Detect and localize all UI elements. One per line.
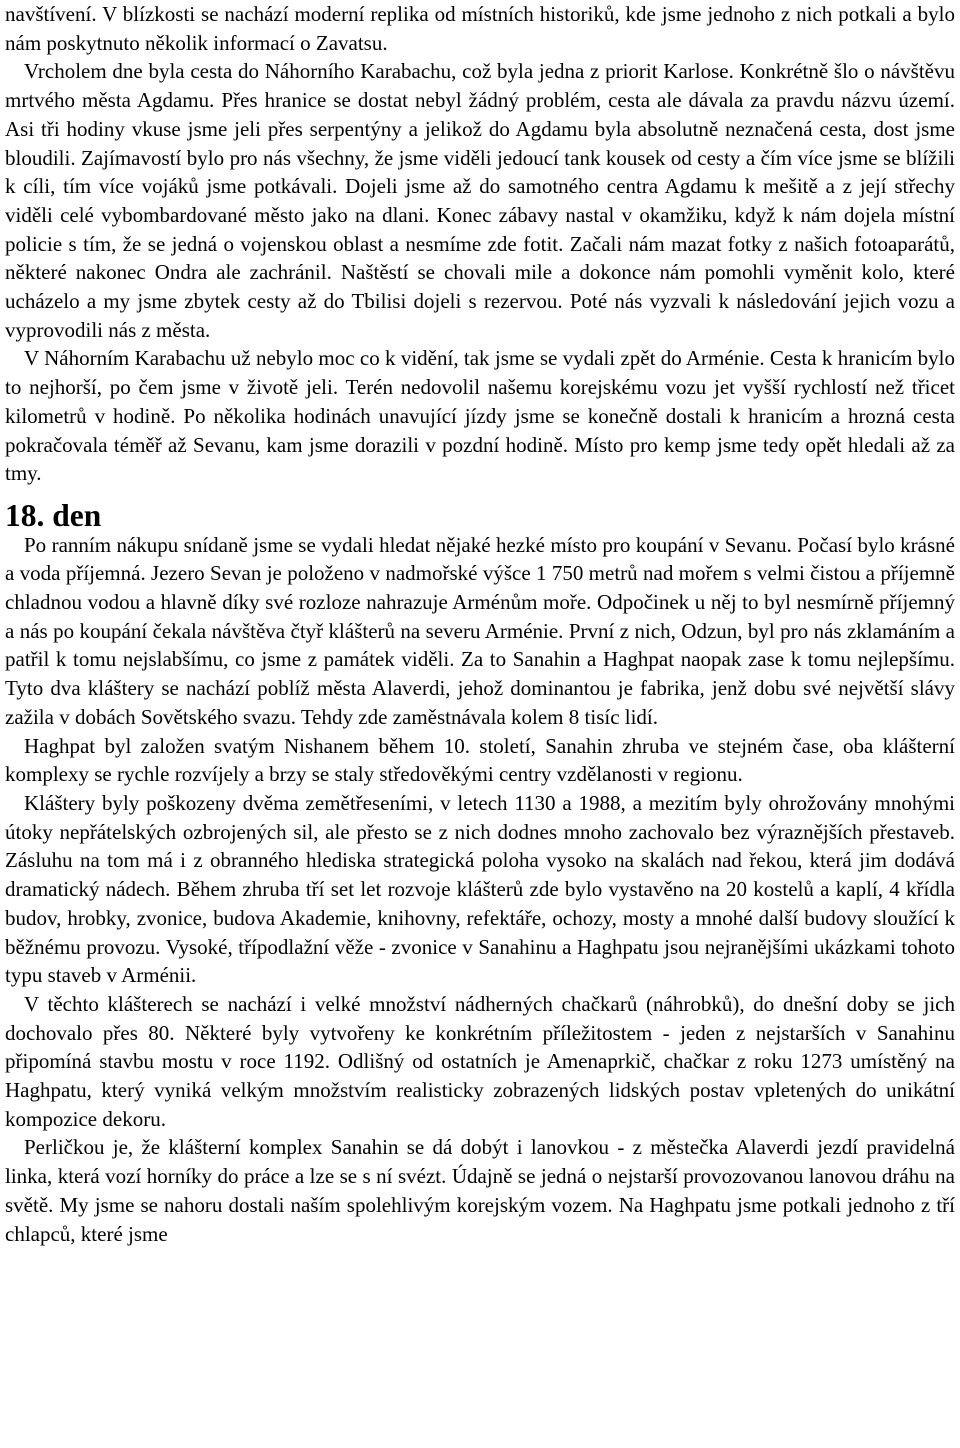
paragraph-cable-car: Perličkou je, že klášterní komplex Sanahin se dá dobýt i lanovkou - z městečka Alaverdi jezdí pravidelná linka, která vozí horníky do práce a lze se s ní svézt. Údajně se jedná o nejstarší provozovanou lanovou dráhu na světě. My jsme se nahoru dostali naším spolehlivým korejským vozem. Na Haghpatu jsme potkali jednoho z tří chlapců, které jsme [5,1135,955,1246]
paragraph-karabakh-agdam: Vrcholem dne byla cesta do Náhorního Karabachu, což byla jedna z priorit Karlose. Konkrétně šlo o návštěvu mrtvého města Agdamu. Přes hranice se dostat nebyl žádný problém, cesta ale dávala za pravdu názvu území. Asi tři hodiny vkuse jsme jeli přes serpentýny a jelikož do Agdamu byla absolutně neznačená cesta, dost jsme bloudili. Zajímavostí bylo pro nás všechny, že jsme viděli jedoucí tank kousek od cesty a čím více jsme se blížili k cíli, tím více vojáků jsme potkávali. Dojeli jsme až do samotného centra Agdamu k mešitě a z její střechy viděli celé vybombardované město jako na dlani. Konec zábavy nastal v okamžiku, když k nám dojela místní policie s tím, že se jedná o vojenskou oblast a nesmíme zde fotit. Začali nám mazat fotky z našich fotoaparátů, některé nakonec Ondra ale zachránil. Naštěstí se chovali mile a dokonce nám pomohli vyměnit kolo, které ucházelo a my jsme zbytek cesty až do Tbilisi dojeli s rezervou. Poté nás vyzvali k následování jejich vozu a vyprovodili nás z města. [5,59,955,342]
day-heading: 18. den [5,497,102,533]
document-page [5,0,955,1248]
paragraph-zavats-continuation: navštívení. V blízkosti se nachází moderní replika od místních historiků, kde jsme jednoho z nich potkali a bylo nám poskytnuto několik informací o Zavatsu. [5,2,955,55]
paragraph-earthquakes: Kláštery byly poškozeny dvěma zemětřeseními, v letech 1130 a 1988, a mezitím byly ohrožovány mnohými útoky nepřátelských ozbrojených sil, ale přesto se z nich dodnes mnoho zachovalo bez výraznějších přestaveb. Zásluhu na tom má i z obranného hlediska strategická poloha vysoko na skalách nad řekou, která jim dodává dramatický nádech. Během zhruba tří set let rozvoje klášterů zde bylo vystavěno na 20 kostelů a kaplí, 4 křídla budov, hrobky, zvonice, budova Akademie, knihovny, refektáře, ochozy, mosty a mnohé další budovy sloužící k běžnému provozu. Vysoké, třípodlažní věže - zvonice v Sanahinu a Haghpatu jsou nejranějšími ukázkami tohoto typu staveb v Arménii. [5,790,955,988]
paragraph-khachkars: V těchto klášterech se nachází i velké množství nádherných chačkarů (náhrobků), do dnešní doby se jich dochovalo přes 80. Některé byly vytvořeny ke konkrétním příležitostem - jeden z nejstarších v Sanahinu připomíná stavbu mostu v roce 1192. Odlišný od ostatních je Amenaprkič, chačkar z roku 1273 umístěný na Haghpatu, který vyniká velkým množstvím realisticky zobrazených lidských postav vpletených do unikátní kompozice dekoru. [5,991,955,1131]
paragraph-haghpat-founding: Haghpat byl založen svatým Nishanem během 10. století, Sanahin zhruba ve stejném čase, oba klášterní komplexy se rychle rozvíjely a brzy se staly středověkými centry vzdělanosti v regionu. [5,733,955,787]
paragraph-return-to-armenia: V Náhorním Karabachu už nebylo moc co k vidění, tak jsme se vydali zpět do Arménie. Cesta k hranicím bylo to nejhorší, po čem jsme v životě jeli. Terén nedovolil našemu korejskému vozu jet vyšší rychlostí než třicet kilometrů v hodině. Po několika hodinách unavující jízdy jsme se konečně dostali k hranicím a hrozná cesta pokračovala téměř až Sevanu, kam jsme dorazili v pozdní hodině. Místo pro kemp jsme tedy opět hledali až za tmy. [5,346,955,486]
paragraph-sevan-monasteries: Po ranním nákupu snídaně jsme se vydali hledat nějaké hezké místo pro koupání v Sevanu. Počasí bylo krásné a voda příjemná. Jezero Sevan je položeno v nadmořské výšce 1 750 metrů nad mořem s velmi čistou a příjemně chladnou vodou a hlavně díky své rozloze nahrazuje Arménům moře. Odpočinek u něj to byl nesmírně příjemný a nás po koupání čekala návštěva čtyř klášterů na severu Arménie. První z nich, Odzun, byl pro nás zklamáním a patřil k tomu nejslabšímu, co jsme z památek viděli. Za to Sanahin a Haghpat naopak zase k tomu nejlepšímu. Tyto dva kláštery se nachází poblíž města Alaverdi, jehož dominantou je fabrika, jenž dobu své největší slávy zažila v dobách Sovětského svazu. Tehdy zde zaměstnávala kolem 8 tisíc lidí. [5,532,955,729]
